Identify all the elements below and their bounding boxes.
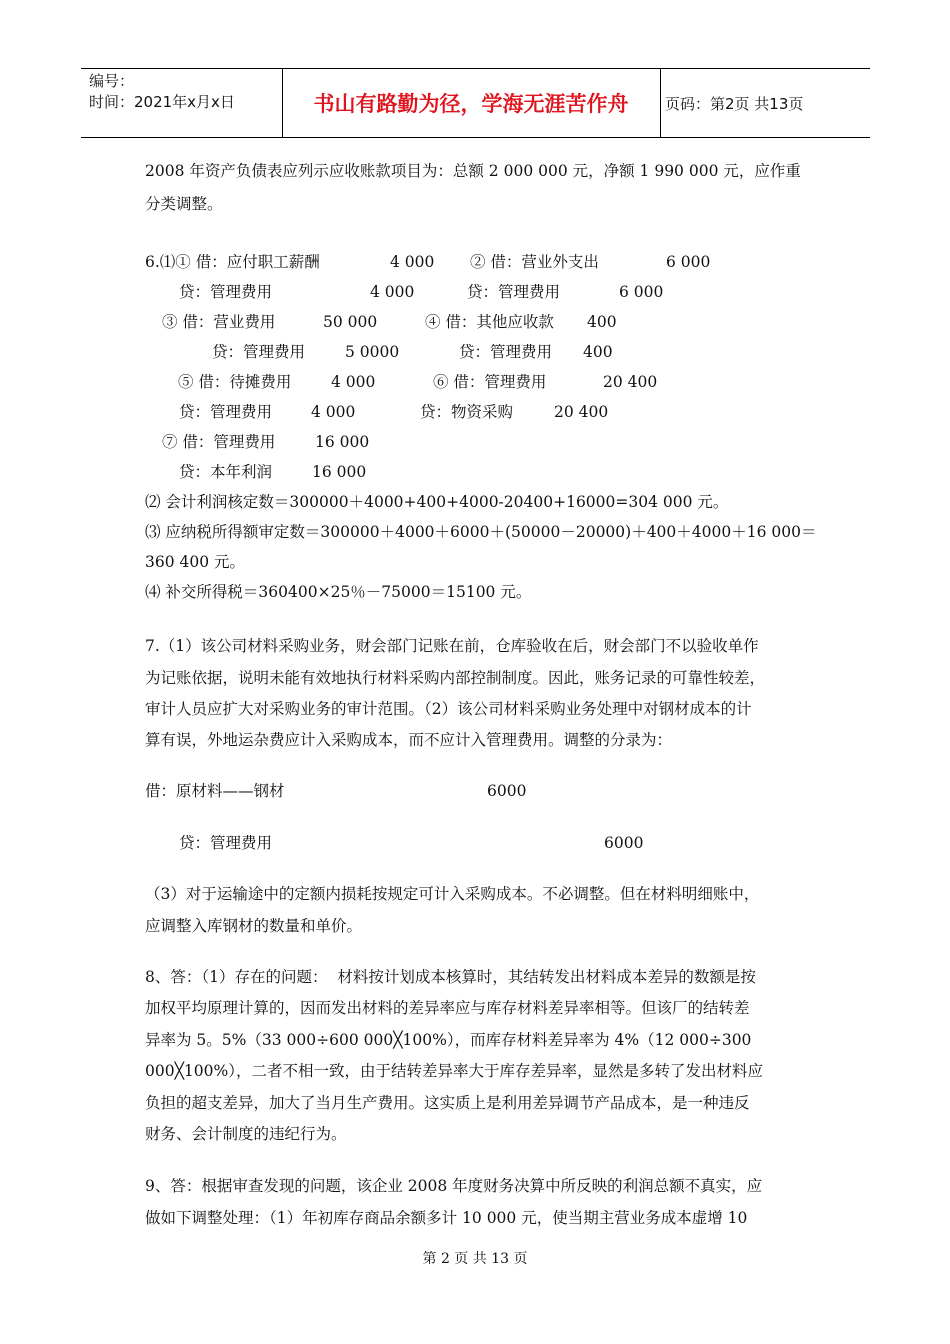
credit-amount: 6000 [604, 834, 644, 852]
paragraph-line: 为记账依据，说明未能有效地执行材料采购内部控制制度。因此，账务记录的可靠性较差， [145, 669, 766, 687]
paragraph-line: 做如下调整处理：（1）年初库存商品余额多计 10 000 元，使当期主营业务成本虚增 10 [145, 1209, 748, 1227]
paragraph-line: 360 400 元。 [145, 553, 246, 571]
entry-label: ⑤ 借：待摊费用 [178, 373, 292, 391]
entry-amount: 50 000 [323, 313, 378, 331]
entry-label: ③ 借：营业费用 [162, 313, 276, 331]
entry-label: 贷：管理费用 [179, 403, 273, 421]
entry-amount: 4 000 [311, 403, 356, 421]
entry-label: 贷：物资采购 [420, 403, 514, 421]
entry-amount: 16 000 [315, 433, 370, 451]
paragraph-line: 7.（1）该公司材料采购业务，财会部门记账在前，仓库验收在后，财会部门不以验收单作 [145, 637, 759, 655]
page-label: 页码：第2页 共13页 [665, 95, 804, 113]
paragraph-line: ⑷ 补交所得税＝360400×25％－75000＝15100 元。 [145, 583, 532, 601]
entry-label: 贷：管理费用 [179, 283, 273, 301]
paragraph-line: 8、答：（1）存在的问题： 材料按计划成本核算时，其结转发出材料成本差异的数额是按 [145, 968, 756, 986]
paragraph-line: ⑵ 会计利润核定数＝300000＋4000+400+4000-20400+16000=304 000 元。 [145, 493, 729, 511]
debit-label: 借：原材料——钢材 [145, 782, 285, 800]
paragraph-line: ⑶ 应纳税所得额审定数＝300000＋4000＋6000＋(50000－20000)＋400＋4000＋16 000＝ [145, 523, 817, 541]
paragraph-line: 财务、会计制度的违纪行为。 [145, 1125, 347, 1143]
entry-amount: 4 000 [390, 253, 435, 271]
paragraph-line: 算有误，外地运杂费应计入采购成本，而不应计入管理费用。调整的分录为： [145, 731, 673, 749]
header-meta [89, 71, 235, 113]
paragraph-line: 异率为 5。5%（33 000÷600 000╳100%），而库存材料差异率为 4%（12 000÷300 [145, 1031, 752, 1049]
paragraph-line: 审计人员应扩大对采购业务的审计范围。（2）该公司材料采购业务处理中对钢材成本的计 [145, 700, 752, 718]
entry-label: 6.⑴① 借：应付职工薪酬 [145, 253, 320, 271]
entry-label: ⑦ 借：管理费用 [162, 433, 276, 451]
header-divider [660, 69, 661, 137]
entry-label: 贷：本年利润 [179, 463, 273, 481]
entry-label: 贷：管理费用 [459, 343, 553, 361]
entry-amount: 4 000 [370, 283, 415, 301]
paragraph-line: （3）对于运输途中的定额内损耗按规定可计入采购成本。不必调整。但在材料明细账中， [145, 885, 760, 903]
entry-label: 贷：管理费用 [467, 283, 561, 301]
paragraph-line: 2008 年资产负债表应列示应收账款项目为：总额 2 000 000 元，净额 1 990 000 元，应作重 [145, 162, 801, 180]
entry-amount: 16 000 [312, 463, 367, 481]
entry-amount: 6 000 [666, 253, 711, 271]
header-motto: 书山有路勤为径，学海无涯苦作舟 [313, 92, 629, 116]
paragraph-line: 应调整入库钢材的数量和单价。 [145, 917, 363, 935]
entry-amount: 4 000 [331, 373, 376, 391]
time-label: 时间：2021年x月x日 [89, 93, 235, 111]
paragraph-line: 9、答：根据审查发现的问题，该企业 2008 年度财务决算中所反映的利润总额不真实，应 [145, 1177, 763, 1195]
entry-label: ⑥ 借：管理费用 [433, 373, 547, 391]
paragraph-line: 加权平均原理计算的，因而发出材料的差异率应与库存材料差异率相等。但该厂的结转差 [145, 999, 750, 1017]
paragraph-line: 负担的超支差异，加大了当月生产费用。这实质上是利用差异调节产品成本，是一种违反 [145, 1094, 750, 1112]
entry-amount: 20 400 [603, 373, 658, 391]
page-header [81, 68, 870, 138]
page-footer: 第 2 页 共 13 页 [422, 1251, 528, 1267]
serial-label: 编号： [89, 72, 135, 90]
entry-amount: 20 400 [554, 403, 609, 421]
entry-amount: 400 [587, 313, 617, 331]
paragraph-line: 分类调整。 [145, 195, 223, 213]
paragraph-line: 000╳100%），二者不相一致，由于结转差异率大于库存差异率，显然是多转了发出材料应 [145, 1062, 763, 1080]
debit-amount: 6000 [487, 782, 527, 800]
credit-label: 贷：管理费用 [179, 834, 273, 852]
entry-amount: 5 0000 [345, 343, 400, 361]
entry-label: 贷：管理费用 [212, 343, 306, 361]
entry-label: ④ 借：其他应收款 [425, 313, 554, 331]
entry-label: ② 借：营业外支出 [470, 253, 599, 271]
entry-amount: 6 000 [619, 283, 664, 301]
entry-amount: 400 [583, 343, 613, 361]
